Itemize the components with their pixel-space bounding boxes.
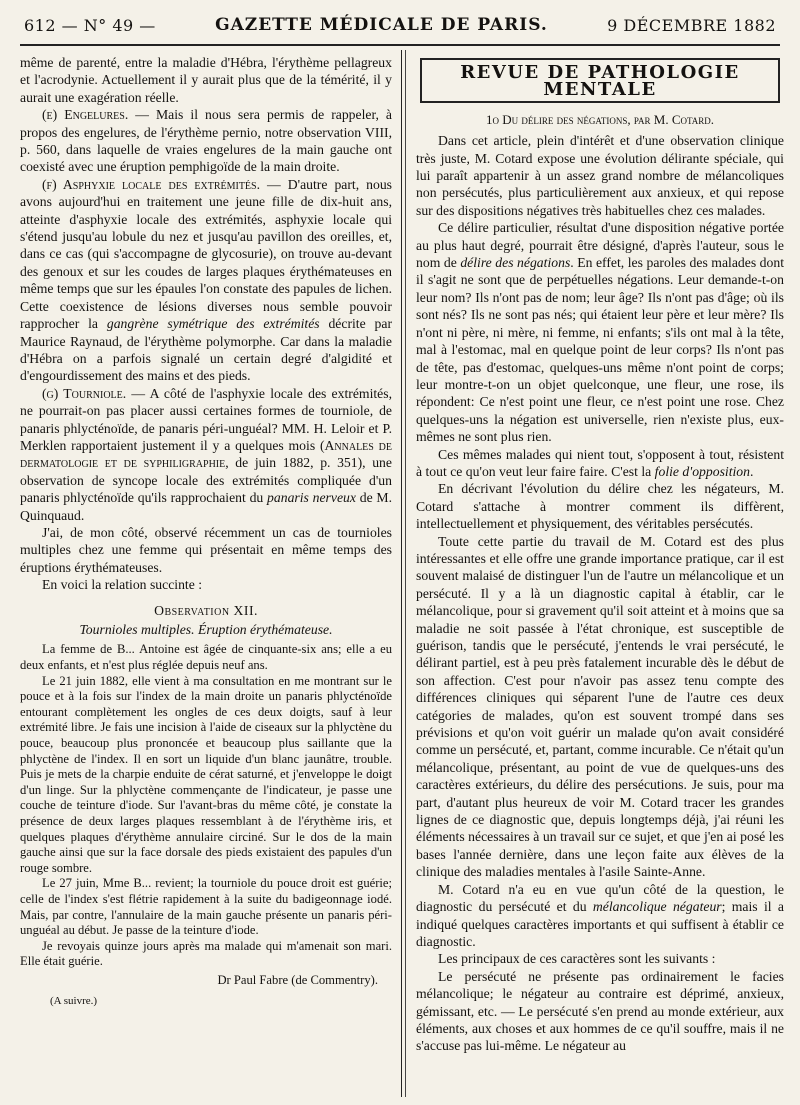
paragraph: La femme de B... Antoine est âgée de cinquante-six ans; elle a eu deux enfants, et n'est plus réglée depuis neuf ans. <box>20 642 392 672</box>
section-label: (g) Tourniole. <box>42 385 127 401</box>
italic-term: panaris nerveux <box>267 490 356 506</box>
paragraph: Le 27 juin, Mme B... revient; la tourniole du pouce droit est guérie; celle de l'index s'est flétrie rapidement à la suite du badigeonnage iodé. Mais, par contre, l'annulaire de la main gauche présente un panaris péri-unguéal au début. Je passe de la teinture d'iode. <box>20 876 392 938</box>
section-title: REVUE DE PATHOLOGIE MENTALE <box>420 58 780 103</box>
paragraph: Je revoyais quinze jours après ma malade qui m'amenait son mari. Elle était guérie. <box>20 938 392 969</box>
paragraph: M. Cotard n'a eu en vue qu'un côté de la question, le diagnostic du persécuté et du mélancolique négateur; mais il a indiqué quelques caractères importants et qui suffisent à établir ce diagnostic. <box>416 881 784 949</box>
paragraph: Dans cet article, plein d'intérêt et d'une observation clinique très juste, M. Cotard expose une évolution délirante spéciale, qui lui paraît appartenir à un assez grand nombre de mélancoliques non persécutés, plus particulièrement aux anxieux, et qui repose sur des dispositions négatives très habituelles chez ces malades. <box>416 133 784 218</box>
paragraph: même de parenté, entre la maladie d'Hébra, l'érythème pellagreux et l'acrodynie. Actuellement il y aurait plus que de la témérité, il y aurait une exagération réelle. <box>20 55 392 105</box>
paragraph-asphyxie: (f) Asphyxie locale des extrémités. — D'autre part, nous avons aujourd'hui en traitement une jeune fille de dix-huit ans, atteinte d'asphyxie locale des extrémités, asphyxie locale qui s'étend jusqu'au lobule du nez et jusqu'au pavillon des oreilles, et, dans ce cas (qui s'accompagne de glycosurie), on trouve au-devant des genoux et sur les coudes de larges plaques érythémateuses en même temps que sur les épaules l'on constate des papules de lichen. Cette coexistence de lésions diverses nous semble pouvoir rapprocher la gangrène symétrique des extrémités décrite par Maurice Raynaud, de l'érythème polymorphe. Car dans la maladie d'Hébra on a parfois signalé un certain degré d'algidité et d'engourdissement des mains et des pieds. <box>20 176 392 384</box>
italic-term: mélancolique négateur <box>592 899 722 915</box>
observation-subtitle: Tournioles multiples. Éruption érythémateuse. <box>79 622 333 637</box>
paragraph-engelures: (e) Engelures. — Mais il nous sera permis de rappeler, à propos des engelures, de l'érythème pernio, notre observation VIII, p. 560, dans laquelle de vraies engelures de la main gauche ont coexisté avec une éruption pemphigoïde de la main droite. <box>20 107 392 175</box>
issue-date: 9 DÉCEMBRE 1882 <box>607 15 776 35</box>
italic-term: délire des négations <box>460 255 571 271</box>
paragraph: Le persécuté ne présente pas ordinairement le facies mélancolique; le négateur au contraire est déprimé, anxieux, gémissant, etc. — Le persécuté s'en prend au monde extérieur, aux éléments, aux choses et aux hommes de ce qu'il souffre, mais il ne s'accuse pas lui-même. Le négateur au <box>416 968 784 1054</box>
author-signature: Dr Paul Fabre (de Commentry). <box>217 972 378 987</box>
page-number: 612 — N° 49 — <box>24 15 156 35</box>
journal-title: GAZETTE MÉDICALE DE PARIS. <box>215 15 548 35</box>
observation-body <box>20 642 392 969</box>
italic-term: folie d'opposition <box>654 463 750 479</box>
page-header <box>24 10 776 40</box>
column-divider <box>401 50 402 1097</box>
paragraph: Ces mêmes malades qui nient tout, s'opposent à tout, résistent à tout ce qu'on veut leur faire faire. C'est la folie d'opposition. <box>416 446 784 479</box>
observation-title: Observation XII. <box>154 602 258 618</box>
section-label: (e) Engelures. <box>42 107 129 123</box>
paragraph-tourniole: (g) Tourniole. — A côté de l'asphyxie locale des extrémités, ne pourrait-on pas placer aussi certaines formes de tourniole, de panaris phlycténoïde, de panaris péri-unguéal? MM. H. Leloir et P. Merklen rapportaient justement il y a quelques mois (Annales de dermatologie et de syphiligraphie, de juin 1882, p. 351), une observation de syncope locale des extrémités compliquée d'un panaris phlycténoïde qu'ils rapprochaient du panaris nerveux de M. Quinquaud. <box>20 385 392 523</box>
paragraph: Le 21 juin 1882, elle vient à ma consultation en me montrant sur le pouce et à la fois sur l'index de la main droite un panaris phlycténoïde entourant complètement les ongles de ces deux doigts, sauf à leur extrémité libre. Je fais une incision à l'aide de ciseaux sur la phlyctène du pouce, beaucoup plus prononcée et beaucoup plus saillante que la phlyctène de l'index. Il en sort un liquide d'un blanc jaunâtre, trouble. Puis je mets de la charpie enduite de cérat saturné, et j'enveloppe le doigt d'un linge. Sur la phlyctène commençante de l'indicateur, je passe une couche de teinture d'iode. Sur l'avant-bras du même côté, je constate la présence de deux larges plaques ressemblant à de l'érythème iris, et quelques plaques d'érythème annulaire circiné. Sur le dos de la main gauche ainsi que sur la face dorsale des pieds existaient des papules d'un rouge sombre. <box>20 673 392 875</box>
italic-term: gangrène symétrique des extrémités <box>106 316 320 332</box>
left-column <box>20 54 392 1099</box>
column-divider-inner <box>405 50 406 1097</box>
paragraph: Les principaux de ces caractères sont les suivants : <box>438 951 716 967</box>
header-rule <box>20 44 780 46</box>
right-column <box>416 54 784 1099</box>
section-label: (f) Asphyxie locale des extrémités. <box>42 176 261 192</box>
paragraph: Ce délire particulier, résultat d'une disposition négative portée au plus haut degré, pourrait être désigné, d'après l'auteur, sous le nom de délire des négations. En effet, les paroles des malades dont il s'agit ne sont que de perpétuelles négations. Leur demande-t-on leur nom? Ils n'ont pas de nom; leur âge? Ils n'ont pas d'âge; où ils sont nés? Ils ne sont pas nés; qui étaient leur père et leur mère? Ils n'ont ni père, ni mère, ni femme, ni enfants; s'ils ont mal à la tête, mal à l'estomac, mal en quelque point de leur corps? Ils n'ont pas de tête, pas d'estomac, quelques-uns même n'ont point de corps; leur montre-t-on un objet quelconque, une fleur, une rose, ils répondent: Ce n'est point une fleur, ce n'est point une rose. Chez quelques-uns la négation est universelle, rien n'existe plus, eux-mêmes ne sont plus rien. <box>416 220 784 445</box>
to-be-continued: (A suivre.) <box>50 995 98 1008</box>
paragraph: En voici la relation succinte : <box>42 577 203 593</box>
article-heading: 1o Du délire des négations, par M. Cotard. <box>485 111 715 127</box>
journal-reference: Annales de dermatologie et de syphiligraphie <box>20 437 392 471</box>
paragraph: En décrivant l'évolution du délire chez les négateurs, M. Cotard s'attache à montrer comment ils diffèrent, intellectuellement et physiquement, des véritables persécutés. <box>416 481 784 532</box>
paragraph: J'ai, de mon côté, observé récemment un cas de tournioles multiples chez une femme qui présentait en même temps des éruptions érythémateuses. <box>20 524 392 575</box>
paragraph: Toute cette partie du travail de M. Cotard est des plus intéressantes et elle offre une grande importance pratique, car il est souvent malaisé de distinguer l'un de l'autre un mélancolique et un persécuté. Il y a là un diagnostic capital à établir, car le mélancolique, pour si gravement qu'il soit atteint et à moins que sa maladie ne soit passée à l'état chronique, est susceptible de guérison, tandis que le persécuté, j'entends le vrai persécuté, le délirant partiel, est à peu près fatalement incurable dès le début de son affection. C'est pour n'avoir pas assez tenu compte des différences cliniques qui séparent l'une de l'autre ces deux catégories de malades, qu'on est souvent trompé dans ses prévisions et qu'on voit guérir un malade qu'on avait considéré comme un persécuté, et, partant, comme incurable. Ce n'était qu'un mélancolique, présentant, au point de vue de quelques-uns des caractères extérieurs, du délire des persécutions. Je suis, pour ma part, d'autant plus heureux de voir M. Cotard tracer les grandes lignes de ce diagnostic que, depuis longtemps déjà, j'ai réuni les éléments nécessaires à un travail sur ce sujet, et que j'en ai posé les bases l'année dernière, dans une leçon faite aux élèves de la clinique des maladies mentales à l'asile Sainte-Anne. <box>416 533 784 880</box>
